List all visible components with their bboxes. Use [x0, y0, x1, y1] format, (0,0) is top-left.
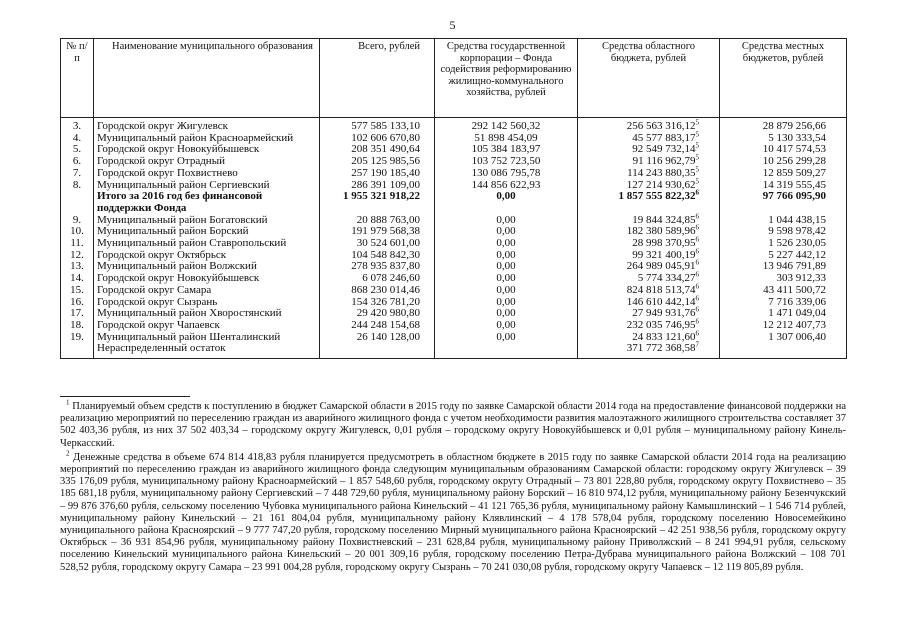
cell-name-value: Городской округ Отрадный: [97, 155, 225, 168]
footnote-ref: 6: [695, 317, 699, 326]
cell-region-value: 232 035 746,95: [626, 318, 696, 331]
cell-fund-value: 0,00: [496, 330, 516, 343]
footnote-ref: 6: [695, 270, 699, 279]
footnote-ref: 5: [695, 118, 699, 127]
cell-name-value: Муниципальный район Хворостянский: [97, 307, 282, 320]
cell-fund-value: 0,00: [496, 190, 516, 203]
cell-total-value: 6 078 246,60: [362, 272, 420, 285]
cell-name: [94, 118, 320, 133]
cell-region-value: 27 949 931,76: [632, 307, 696, 320]
cell-num-value: 16.: [70, 295, 84, 308]
cell-fund-value: 0,00: [496, 307, 516, 320]
cell-region-value: 28 998 370,95: [632, 237, 696, 250]
cell-total: [320, 332, 435, 344]
cell-region-value: 264 989 045,91: [626, 260, 696, 273]
cell-region-value: 24 833 121,60: [632, 330, 696, 343]
cell-fund-value: 144 856 622,93: [471, 178, 541, 191]
cell-local-value: 7 716 339,06: [768, 295, 826, 308]
cell-num-value: 19.: [70, 330, 84, 343]
cell-total-value: 29 420 980,80: [356, 307, 420, 320]
cell-local-value: 12 859 509,27: [762, 166, 826, 179]
allocation-table: [60, 38, 847, 359]
cell-local-value: 5 130 333,54: [768, 131, 826, 144]
cell-total-value: 208 351 490,64: [351, 143, 420, 156]
cell-fund-value: 0,00: [496, 248, 516, 261]
cell-num-value: 6.: [72, 155, 82, 168]
cell-num: [61, 191, 94, 214]
cell-num: [61, 180, 94, 192]
cell-name-value: Городской округ Сызрань: [97, 295, 218, 308]
cell-local-value: 1 307 006,40: [768, 330, 826, 343]
cell-local-value: 10 256 299,28: [762, 155, 826, 168]
cell-name-value: Итого за 2016 год без финансовой поддержки Фонда: [97, 190, 263, 214]
cell-name-value: Муниципальный район Борский: [97, 225, 249, 238]
cell-region-value: 45 577 883,17: [632, 131, 696, 144]
footnote-ref: 5: [695, 130, 699, 139]
footnote-ref: 6: [695, 329, 699, 337]
cell-num: [61, 118, 94, 133]
table-row: [61, 343, 847, 358]
cell-name-value: Нераспределенный остаток: [97, 342, 226, 355]
cell-local-value: 12 212 407,73: [762, 318, 826, 331]
cell-num-value: 14.: [70, 272, 84, 285]
cell-local: [720, 332, 847, 344]
cell-region-value: 182 380 589,96: [626, 225, 696, 238]
cell-name-value: Муниципальный район Богатовский: [97, 213, 268, 226]
cell-total-value: 868 230 014,46: [351, 283, 420, 296]
cell-region-value: 92 549 732,14: [632, 143, 696, 156]
cell-fund: [435, 343, 578, 358]
footnote-ref: 5: [695, 165, 699, 174]
header-fund: Средства государственной корпорации – Фонда содействия реформированию жилищно-коммунального хозяйства, рублей: [435, 39, 578, 118]
cell-name-value: Городской округ Жигулевск: [97, 120, 228, 132]
cell-name-value: Муниципальный район Красноармейский: [97, 131, 294, 144]
header-num: № п/п: [61, 39, 94, 118]
cell-num-value: 12.: [70, 248, 84, 261]
cell-total-value: 1 955 321 918,22: [343, 190, 420, 203]
footnote-ref: 6: [695, 293, 699, 302]
footnote-text: Денежные средства в объеме 674 814 418,83 рубля планируется предусмотреть в областном бюджете в 2015 году по заявке Самарской области 2014 года на реализацию мероприятий по переселению граждан из аварийного жилищного фонда следующим муниципальным образованиям Самарской области: городскому округу Жигулевск – 39 335 176,09 рубля, муниципальному району Красноармейский – 1 857 548,60 рубля, городскому округу Отрадный – 73 801 228,80 рубля, городскому округу Похвистнево – 35 185 681,18 рубля, муниципальному району Сергиевский – 7 448 729,60 рубля, муниципальному району Борский – 16 810 974,12 рубля, муниципальному району Безенчукский – 99 876 376,60 рубля, сельскому поселению Чубовка муниципального района Кинельский – 41 121 765,36 рубля, муниципальному району Камышлинский – 1 546 714 рублей, муниципальному району Кинельский – 21 161 804,04 рубля, муниципальному району Клявлинский – 4 178 578,04 рубля, городскому поселению Новосемейкино муниципального района Красноярский – 9 777 747,20 рубля, городскому поселению Мирный муниципального района Красноярский – 42 251 938,56 рубля, городскому округу Октябрьск – 36 931 854,96 рубля, муниципальному району Похвистневский – 231 628,84 рубля, муниципальному району Приволжский – 8 241 994,91 рубля, сельскому поселению Кинельский муниципального района Кинельский – 20 001 309,16 рубля, городскому поселению Петра-Дубрава муниципального района Волжский – 108 701 528,52 рубля, городскому округу Самара – 23 991 004,28 рубля, городскому округу Сызрань – 70 241 030,08 рубля, городскому округу Чапаевск – 12 119 805,89 рубля.: [60, 451, 847, 573]
table-body: [61, 118, 847, 359]
cell-num: [61, 343, 94, 358]
cell-num-value: 15.: [70, 283, 84, 296]
cell-fund-value: 105 384 183,97: [471, 143, 541, 156]
cell-local-value: 9 598 978,42: [768, 225, 826, 238]
cell-fund-value: 0,00: [496, 272, 516, 285]
footnote-ref: 7: [695, 340, 699, 349]
cell-local-value: 97 766 095,90: [762, 190, 826, 203]
cell-fund: [435, 118, 578, 133]
footnote-ref: 6: [695, 247, 699, 256]
cell-fund-value: 0,00: [496, 295, 516, 308]
cell-region-value: 824 818 513,74: [626, 283, 696, 296]
cell-region-value: 127 214 930,62: [626, 178, 696, 191]
cell-name-value: Муниципальный район Шенталинский: [97, 330, 281, 343]
cell-total-value: 191 979 568,38: [351, 225, 420, 238]
footnote-ref: 6: [695, 211, 699, 220]
footnote-2: [60, 449, 847, 574]
cell-total-value: 102 606 670,80: [351, 131, 420, 144]
cell-local-value: 1 044 438,15: [768, 213, 826, 226]
header-local: Средства местных бюджетов, рублей: [720, 39, 847, 118]
cell-name-value: Муниципальный район Ставропольский: [97, 237, 287, 250]
cell-name-value: Городской округ Самара: [97, 283, 212, 296]
cell-fund-value: 103 752 723,50: [471, 155, 541, 168]
cell-region-value: 256 563 316,12: [626, 120, 696, 132]
cell-num-value: 9.: [72, 213, 82, 226]
cell-region-value: 5 774 334,27: [637, 272, 696, 285]
cell-total-value: 244 248 154,68: [351, 318, 420, 331]
footnote-ref: 6: [695, 223, 699, 232]
cell-local: [720, 191, 847, 214]
cell-local-value: 14 319 555,45: [762, 178, 826, 191]
cell-local-value: 10 417 574,53: [762, 143, 826, 156]
cell-region-value: 19 844 324,85: [632, 213, 696, 226]
cell-name-value: Муниципальный район Волжский: [97, 260, 257, 273]
table-row: [61, 191, 847, 214]
cell-name-value: Муниципальный район Сергиевский: [97, 178, 270, 191]
table-row: [61, 118, 847, 133]
cell-local-value: 28 879 256,66: [762, 120, 826, 132]
cell-total-value: 257 190 185,40: [351, 166, 420, 179]
footnote-ref: 6: [695, 235, 699, 244]
cell-num-value: 10.: [70, 225, 84, 238]
cell-region-value: 99 321 400,19: [632, 248, 696, 261]
footnotes: [60, 398, 847, 576]
cell-name: [94, 343, 320, 358]
footnote-ref: 6: [695, 305, 699, 314]
cell-num-value: 7.: [72, 166, 82, 179]
cell-fund-value: 292 142 560,32: [471, 120, 541, 132]
cell-num-value: 13.: [70, 260, 84, 273]
cell-fund-value: 51 898 454,09: [474, 131, 538, 144]
cell-region-value: 1 857 555 822,32: [618, 190, 696, 203]
cell-local-value: 1 471 049,04: [768, 307, 826, 320]
cell-region-value: 91 116 962,79: [632, 155, 696, 168]
footnote-text: Планируемый объем средств к поступлению в бюджет Самарской области в 2015 году по заявке Самарской области 2014 года на предоставление финансовой поддержки на реализацию мероприятий по переселению граждан из аварийного жилищного фонда с учетом необходимости развития малоэтажного жилищного строительства составляет 37 502 403,36 рубля, из них 37 502 403,34 – городскому округу Жигулевск, 0,01 рубля – городскому округу Новокуйбышевск и 0,01 рубля – муниципальному району Кинель-Черкасский.: [60, 401, 847, 449]
cell-total: [320, 118, 435, 133]
cell-fund-value: 0,00: [496, 225, 516, 238]
cell-name: [94, 191, 320, 214]
cell-total-value: 20 888 763,00: [356, 213, 420, 226]
header-total: Всего, рублей: [320, 39, 435, 118]
footnote-ref: 5: [695, 153, 699, 162]
cell-fund-value: 0,00: [496, 213, 516, 226]
header-region: Средства областного бюджета, рублей: [578, 39, 720, 118]
cell-total-value: 286 391 109,00: [351, 178, 420, 191]
footnote-ref: 6: [695, 258, 699, 267]
cell-total-value: 30 524 601,00: [356, 237, 420, 250]
footnote-1: [60, 398, 847, 450]
cell-num-value: 5.: [72, 143, 82, 156]
cell-region-value: 371 772 368,58: [626, 342, 696, 355]
cell-num-value: 17.: [70, 307, 84, 320]
cell-total-value: 154 326 781,20: [351, 295, 420, 308]
cell-local-value: 1 526 230,05: [768, 237, 826, 250]
cell-total-value: 205 125 985,56: [351, 155, 420, 168]
cell-local-value: 303 912,33: [776, 272, 826, 285]
cell-total-value: 26 140 128,00: [356, 330, 420, 343]
footnote-ref: 5: [695, 176, 699, 185]
cell-total-value: 104 548 842,30: [351, 248, 420, 261]
cell-num-value: 11.: [70, 237, 84, 250]
cell-num-value: 8.: [72, 178, 82, 191]
cell-fund-value: 0,00: [496, 318, 516, 331]
cell-num-value: 18.: [70, 318, 84, 331]
footnote-ref: 5: [695, 141, 699, 150]
cell-total-value: 577 585 133,10: [351, 120, 420, 132]
cell-name-value: Городской округ Октябрьск: [97, 248, 227, 261]
footnote-divider: [60, 396, 190, 397]
cell-fund-value: 130 086 795,78: [471, 166, 541, 179]
cell-name-value: Городской округ Похвистнево: [97, 166, 238, 179]
cell-region-value: 146 610 442,14: [626, 295, 696, 308]
cell-region: [578, 340, 720, 358]
cell-local-value: 43 411 500,72: [763, 283, 826, 296]
cell-local: [720, 343, 847, 358]
cell-fund-value: 0,00: [496, 260, 516, 273]
cell-region-value: 114 243 880,35: [627, 166, 696, 179]
cell-name-value: Городской округ Новокуйбышевск: [97, 143, 260, 156]
table-header-row: [61, 39, 847, 118]
cell-total: [320, 191, 435, 214]
cell-total-value: 278 935 837,80: [351, 260, 420, 273]
cell-fund-value: 0,00: [496, 283, 516, 296]
cell-total: [320, 343, 435, 358]
footnote-ref: 6: [695, 188, 699, 197]
footnote-mark: 1: [66, 398, 70, 407]
cell-local: [720, 118, 847, 133]
cell-name-value: Городской округ Новокуйбышевск: [97, 272, 260, 285]
footnote-mark: 2: [66, 449, 70, 458]
cell-fund-value: 0,00: [496, 237, 516, 250]
page-number: 5: [449, 18, 456, 32]
header-name: Наименование муниципального образования: [94, 39, 320, 118]
cell-local-value: 13 946 791,89: [762, 260, 826, 273]
cell-local-value: 5 227 442,12: [768, 248, 826, 261]
cell-fund: [435, 332, 578, 344]
cell-num-value: 4.: [72, 131, 82, 144]
cell-name-value: Городской округ Чапаевск: [97, 318, 220, 331]
footnote-ref: 6: [695, 282, 699, 291]
cell-num: [61, 332, 94, 344]
cell-num-value: 3.: [72, 120, 82, 132]
cell-fund: [435, 191, 578, 214]
